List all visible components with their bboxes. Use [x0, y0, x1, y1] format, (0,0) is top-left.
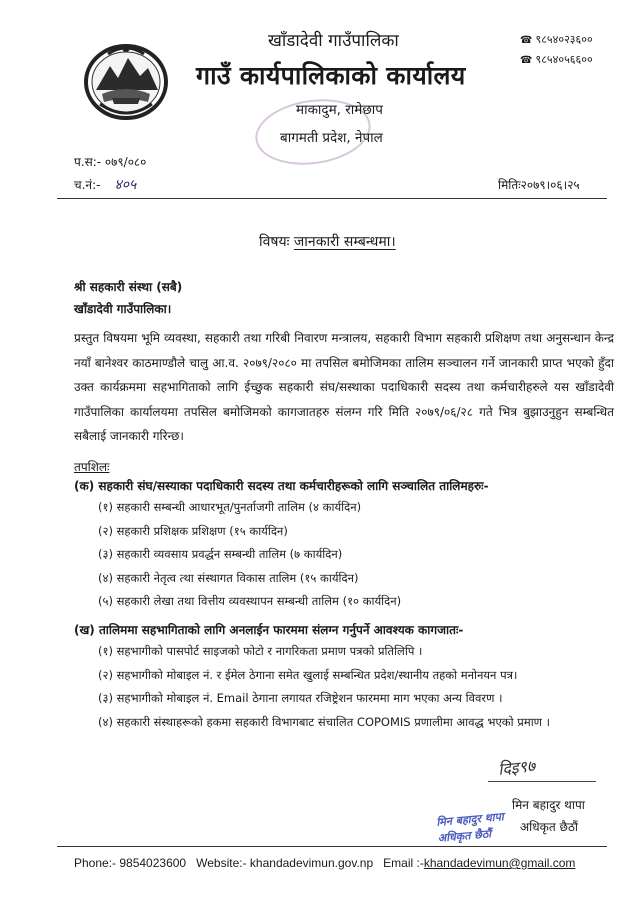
section-b-heading: (ख) तालिममा सहभागिताको लागि अनलाईन फारममा संलग्न गर्नुपर्ने आवश्यक कागजातः-	[74, 623, 464, 637]
list-item: (४) सहकारी संस्थाहरूको हकमा सहकारी विभागबाट संचालित COPOMIS प्रणालीमा आवद्ध भएको प्रमाण ।	[98, 714, 551, 729]
nepal-government-emblem	[82, 38, 170, 122]
address-line-1: माकादुम, रामेछाप	[296, 102, 383, 118]
list-item: (५) सहकारी लेखा तथा वित्तीय व्यवस्थापन सम्बन्धी तालिम (१० कार्यदिन)	[98, 594, 402, 608]
officer-stamp: मिन बहादुर थापा अधिकृत छैठौं	[435, 810, 505, 845]
telephone-icon: ☎	[520, 55, 533, 66]
section-a-heading: (क) सहकारी संघ/सस्याका पदाधिकारी सदस्य तथा कर्मचारीहरूको लागि सञ्चालित तालिमहरुः-	[74, 479, 489, 493]
addressee-line-2: खाँडादेवी गाउँपालिका।	[74, 302, 172, 316]
list-item: (१) सहकारी सम्बन्धी आधारभूत/पुनर्ताजगी तालिम (४ कार्यदिन)	[98, 500, 362, 514]
phone-line-1: ☎ ९८५४०२३६००	[520, 33, 593, 46]
footer-phone: Phone:- 9854023600	[74, 856, 187, 870]
footer-contact	[74, 856, 575, 870]
office-title: गाउँ कार्यपालिकाको कार्यालय	[196, 61, 466, 90]
handwritten-signature: दिइ९७	[497, 756, 537, 779]
section-a-list	[98, 500, 401, 618]
address-line-2: बागमती प्रदेश, नेपाल	[280, 130, 383, 146]
phone-line-2: ☎ ९८५४०५६६००	[520, 53, 593, 66]
footer-email-link[interactable]: khandadevimun@gmail.com	[423, 856, 576, 870]
subject-text: जानकारी सम्बन्धमा।	[293, 234, 396, 250]
dispatch-label: च.नं:-	[74, 178, 101, 192]
header-divider	[57, 198, 607, 199]
list-item: (२) सहकारी प्रशिक्षक प्रशिक्षण (१५ कार्यदिन)	[98, 523, 288, 538]
dispatch-number	[74, 175, 136, 194]
list-item: (३) सहभागीको मोबाइल नं. Email ठेगाना लगायत रजिष्ट्रेशन फारममा माग भएका अन्य विवरण ।	[98, 691, 503, 705]
signatory-title: अधिकृत छैठौं	[520, 820, 579, 834]
footer-email-label: Email :-	[383, 856, 424, 870]
signature-line	[488, 781, 596, 782]
phone-numbers	[520, 30, 593, 70]
details-label: तपशिलः	[74, 460, 110, 474]
list-item: (३) सहकारी व्यवसाय प्रवर्द्धन सम्बन्धी तालिम (७ कार्यदिन)	[98, 547, 343, 561]
letter-reference-number: प.स:- ०७९/०८०	[74, 155, 147, 169]
subject-label: विषयः	[259, 234, 290, 250]
section-b-list	[98, 644, 550, 738]
dispatch-value: ४०५	[114, 177, 137, 193]
signatory-name: मिन बहादुर थापा	[512, 798, 585, 812]
footer-divider	[57, 846, 607, 847]
addressee-line-1: श्री सहकारी संस्था (सबै)	[74, 280, 183, 294]
letter-date: मितिः२०७९।०६।२५	[498, 178, 580, 192]
office-name: खाँडादेवी गाउँपालिका	[268, 31, 399, 51]
footer-website[interactable]: Website:- khandadevimun.gov.np	[196, 856, 374, 870]
list-item: (४) सहकारी नेतृत्व त्था संस्थागत विकास तालिम (१५ कार्यदिन)	[98, 570, 359, 585]
list-item: (१) सहभागीको पासपोर्ट साइजको फोटो र नागरिकता प्रमाण पत्रको प्रतिलिपि ।	[98, 644, 423, 658]
list-item: (२) सहभागीको मोबाइल नं. र ईमेल ठेगाना समेत खुलाई सम्बन्धित प्रदेश/स्थानीय तहको मनोनयन पत्र।	[98, 667, 518, 682]
body-paragraph: प्रस्तुत विषयमा भूमि व्यवस्था, सहकारी तथा गरिबी निवारण मन्त्रालय, सहकारी विभाग सहकारी प्रशिक्षण तथा अनुसन्धान केन्द्र नयाँ बानेश्वर काठमाण्डौले चालु आ.व. २०७९/२०८० मा तपसिल बमोजिमका तालिम सञ्चालन गर्ने जानकारी प्राप्त भएको हुँदा उक्त कार्यक्रममा सहभागिताको लागि ईच्छुक सहकारी संघ/सस्थाका पदाधिकारी सदस्य तथा कर्मचारीहरुले यस खाँडादेवी गाउँपालिका कार्यालयमा तपसिल बमोजिमको कागजातहरु संलग्न गरि मिति २०७९/०६/२८ गते भित्र बुझाउनुहुन सम्बन्धित सबैलाई जानकारी गरिन्छ।	[74, 331, 614, 443]
telephone-icon: ☎	[520, 35, 533, 46]
subject-line	[259, 232, 396, 251]
addressee	[74, 276, 182, 320]
